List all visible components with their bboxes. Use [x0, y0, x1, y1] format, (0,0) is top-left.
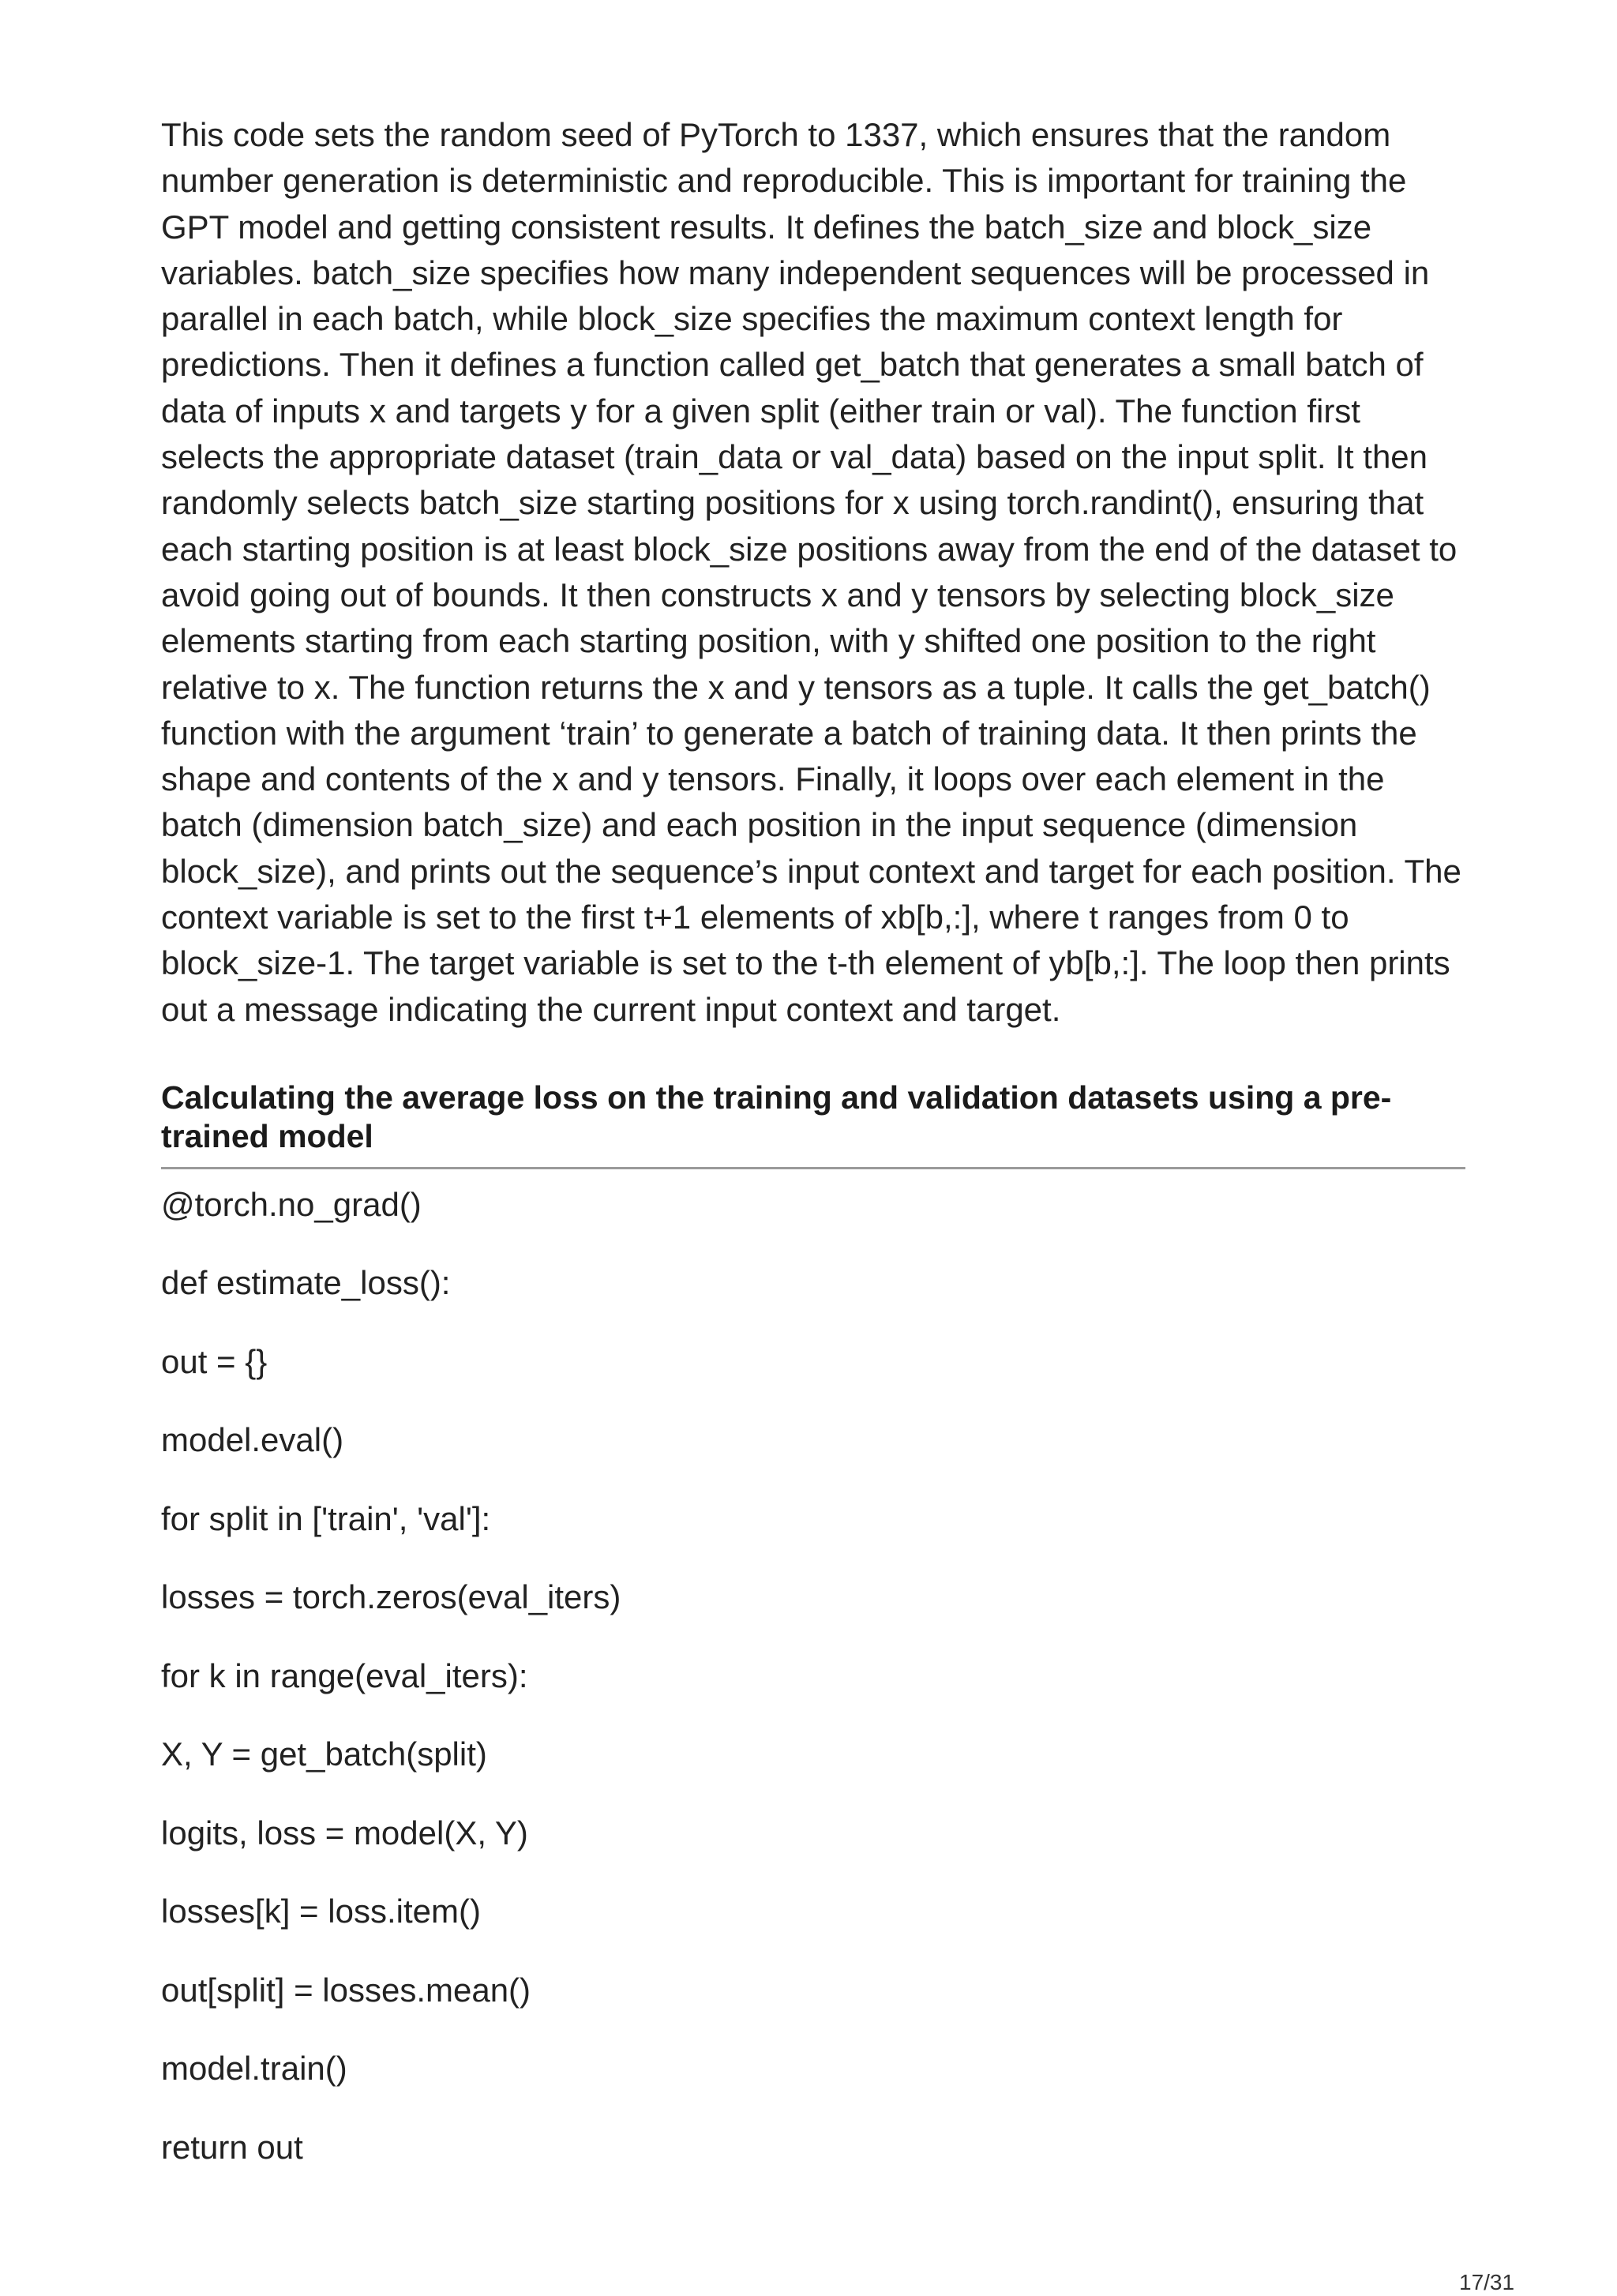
- code-line: out = {}: [161, 1342, 268, 1380]
- page-number: 17/31: [1459, 2270, 1515, 2294]
- code-line: X, Y = get_batch(split): [161, 1735, 487, 1773]
- code-line: def estimate_loss():: [161, 1264, 451, 1302]
- article-content: [161, 112, 1465, 2203]
- code-line: losses = torch.zeros(eval_iters): [161, 1578, 621, 1616]
- code-line: out[split] = losses.mean(): [161, 1971, 531, 2009]
- code-line: for split in ['train', 'val']:: [161, 1499, 491, 1537]
- code-lines: [161, 1182, 1465, 2170]
- body-paragraph: This code sets the random seed of PyTorch to 1337, which ensures that the random number generation is deterministic and reproducible. This is important for training the GPT model and getting consistent results. It defines the batch_size and block_size variables. batch_size specifies how many independent sequences will be processed in parallel in each batch, while block_size specifies the maximum context length for predictions. Then it defines a function called get_batch that generates a small batch of data of inputs x and targets y for a given split (either train or val). The function first selects the appropriate dataset (train_data or val_data) based on the input split. It then randomly selects batch_size starting positions for x using torch.randint(), ensuring that each starting position is at least block_size positions away from the end of the dataset to avoid going out of bounds. It then constructs x and y tensors by selecting block_size elements starting from each starting position, with y shifted one position to the right relative to x. The function returns the x and y tensors as a tuple. It calls the get_batch() function with the argument ‘train’ to generate a batch of training data. It then prints the shape and contents of the x and y tensors. Finally, it loops over each element in the batch (dimension batch_size) and each position in the input sequence (dimension block_size), and prints out the sequence’s input context and target for each position. The context variable is set to the first t+1 elements of xb[b,:], where t ranges from 0 to block_size-1. The target variable is set to the t-th element of yb[b,:]. The loop then prints out a message indicating the current input context and target.: [161, 116, 1461, 1028]
- code-line: return out: [161, 2128, 303, 2166]
- code-line: model.eval(): [161, 1421, 344, 1459]
- code-line: logits, loss = model(X, Y): [161, 1814, 528, 1851]
- section-heading: Calculating the average loss on the training and validation datasets using a pre-trained model: [161, 1079, 1465, 1169]
- code-line: losses[k] = loss.item(): [161, 1893, 481, 1930]
- code-line: for k in range(eval_iters):: [161, 1656, 528, 1694]
- code-line: @torch.no_grad(): [161, 1185, 422, 1223]
- code-line: model.train(): [161, 2050, 347, 2088]
